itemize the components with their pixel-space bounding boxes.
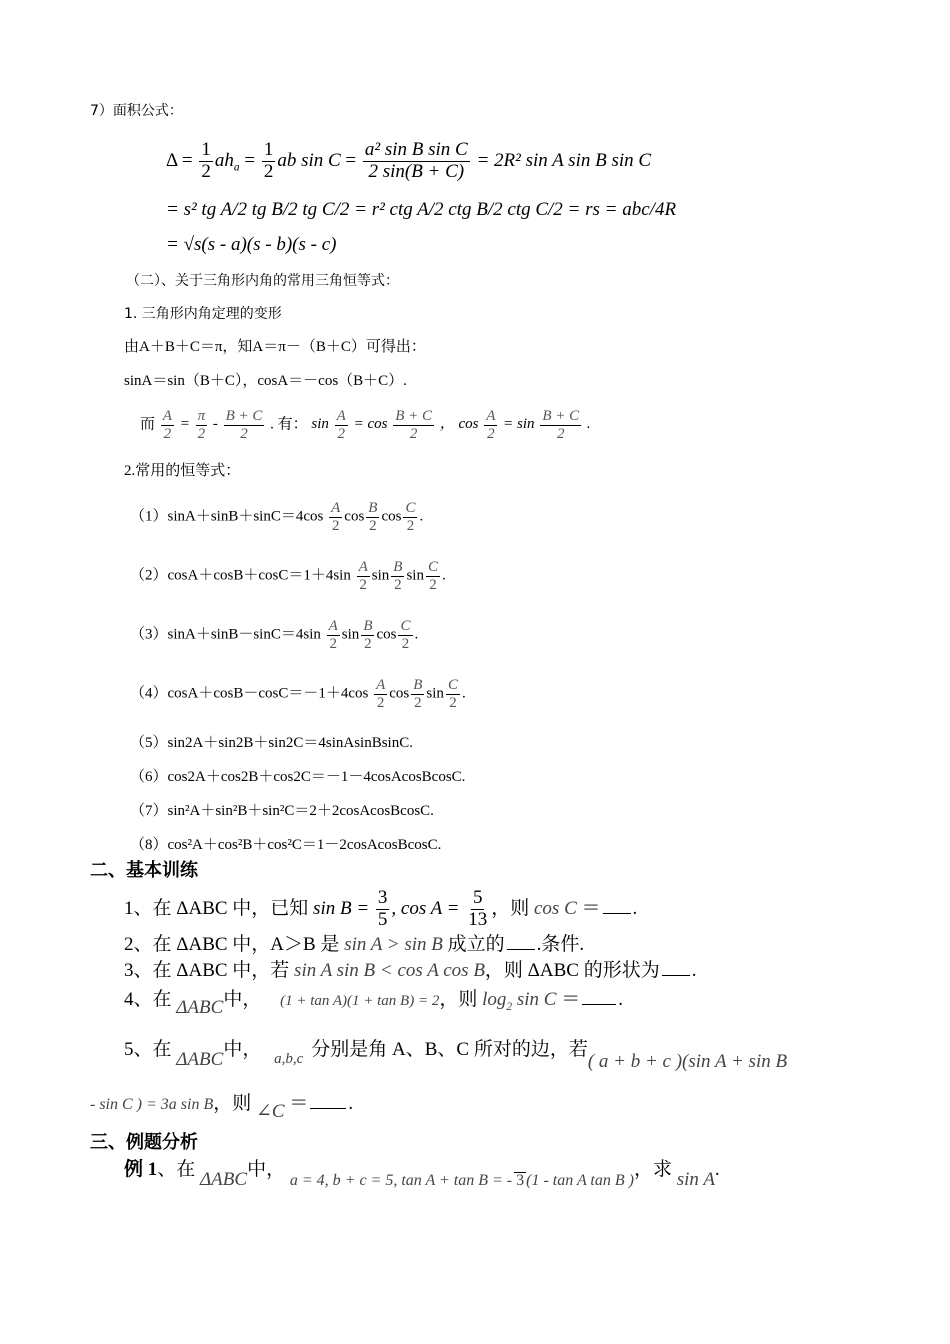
identity-3: （3）sinA＋sinB－sinC＝4sin $\frac{A}{2}$ sin $\frac{B}{2}$ cos $\frac{C}{2}$ . [130, 618, 419, 652]
half-fraction-2: $\frac{1}{2}$ [263, 139, 274, 182]
answer-blank[interactable] [603, 911, 631, 914]
item1-line3: 而 $\frac{A}{2}$ = $\frac{\pi}{2}$ - $\frac{B + C}{2}$ . 有： sin $\frac{A}{2}$ = cos $\frac{B + C}{2}$ ， cos $\frac{A}{2}$ = sin $\frac{B + C}{2}$ . [140, 408, 591, 442]
item2-title: 2.常用的恒等式： [124, 463, 241, 479]
question-1: 1、在 ΔABC 中，已知 sin B = $\frac{3}{5}$ , cos A = $\frac{5}{13}$ ，则 cos C ＝ . [124, 887, 638, 930]
ah-term: ah [214, 149, 234, 171]
question-2: 2、在 ΔABC 中，A＞B 是 sin A > sin B 成立的 .条件. [124, 934, 585, 955]
area-formula-row1: Δ = $\frac{1}{2}$ $ah_a$ = $\frac{1}{2}$ ab sin C = $\frac{\text{a² sin B sin C}}{2 \sin(B + C)}$ = 2R² sin A sin B sin C [166, 139, 652, 182]
example-1: 例 1、在 ΔABC中， $_{a = 4, b + c = 5, tan A + tan B = - 3 (1 - tan A tan B )}$，求 sin A. [124, 1159, 720, 1190]
section7-label: 7）面积公式： [90, 103, 183, 119]
r-squared-term: = 2R² sin A sin B sin C [476, 149, 652, 171]
area-formula-row3: = √s(s - a)(s - b)(s - c) [166, 234, 337, 255]
question-5-cont: - sin C ) = 3a sin B，则 ∠C ＝ . [90, 1093, 354, 1122]
identity-4: （4）cosA＋cosB－cosC＝－1＋4cos $\frac{A}{2}$ cos $\frac{B}{2}$ sin $\frac{C}{2}$ . [130, 677, 466, 711]
law-of-sines-fraction: $\frac{\text{a² sin B sin C}}{2 \sin(B + C)}$ [364, 139, 468, 182]
identity-8: （8）cos²A＋cos²B＋cos²C＝1－2cosAcosBcosC. [130, 837, 442, 853]
identity-2: （2）cosA＋cosB＋cosC＝1＋4sin $\frac{A}{2}$ sin $\frac{B}{2}$ sin $\frac{C}{2}$ . [130, 559, 446, 593]
question-4: 4、在 ΔABC中， (1 + tan A)(1 + tan B) = 2，则 $\log_2 \sin C$ ＝ . [124, 989, 623, 1018]
half-fraction: $\frac{1}{2}$ [201, 139, 211, 182]
question-3: 3、在 ΔABC 中，若 sin A sin B < cos A cos B，则 ΔABC 的形状为 . [124, 960, 697, 981]
examples-heading: 三、例题分析 [90, 1132, 198, 1153]
identity-5: （5）sin2A＋sin2B＋sin2C＝4sinAsinBsinC. [130, 735, 413, 751]
item1-line1: 由A＋B＋C＝π，知A＝π－（B＋C）可得出： [124, 339, 426, 355]
item1-title: 1. 三角形内角定理的变形 [124, 306, 282, 322]
sub2-title: （二）、关于三角形内角的常用三角恒等式： [126, 273, 399, 289]
identity-6: （6）cos2A＋cos2B＋cos2C＝－1－4cosAcosBcosC. [130, 769, 466, 785]
you-text: . 有： [270, 416, 308, 433]
answer-blank[interactable] [582, 1002, 616, 1005]
area-formula-row2: = s² tg A/2 tg B/2 tg C/2 = r² ctg A/2 ctg B/2 ctg C/2 = rs = abc/4R [166, 199, 677, 220]
delta-symbol: Δ = [166, 149, 193, 171]
question-5: 5、在 ΔABC中， $_{a,b,c}$ 分别是角 A、B、C 所对的边，若( a + b + c )(sin A + sin B [124, 1039, 788, 1072]
identity-1: （1）sinA＋sinB＋sinC＝4cos $\frac{A}{2}$ cos $\frac{B}{2}$ cos $\frac{C}{2}$ . [130, 500, 424, 534]
answer-blank[interactable] [662, 973, 690, 976]
answer-blank[interactable] [310, 1106, 346, 1109]
absinc-term: ab sin C [277, 149, 341, 171]
answer-blank[interactable] [507, 947, 535, 950]
item1-line2: sinA＝sin（B＋C），cosA＝－cos（B＋C）. [124, 373, 407, 389]
basic-training-heading: 二、基本训练 [90, 860, 198, 881]
identity-7: （7）sin²A＋sin²B＋sin²C＝2＋2cosAcosBcosC. [130, 803, 434, 819]
er-prefix: 而 [140, 416, 156, 433]
